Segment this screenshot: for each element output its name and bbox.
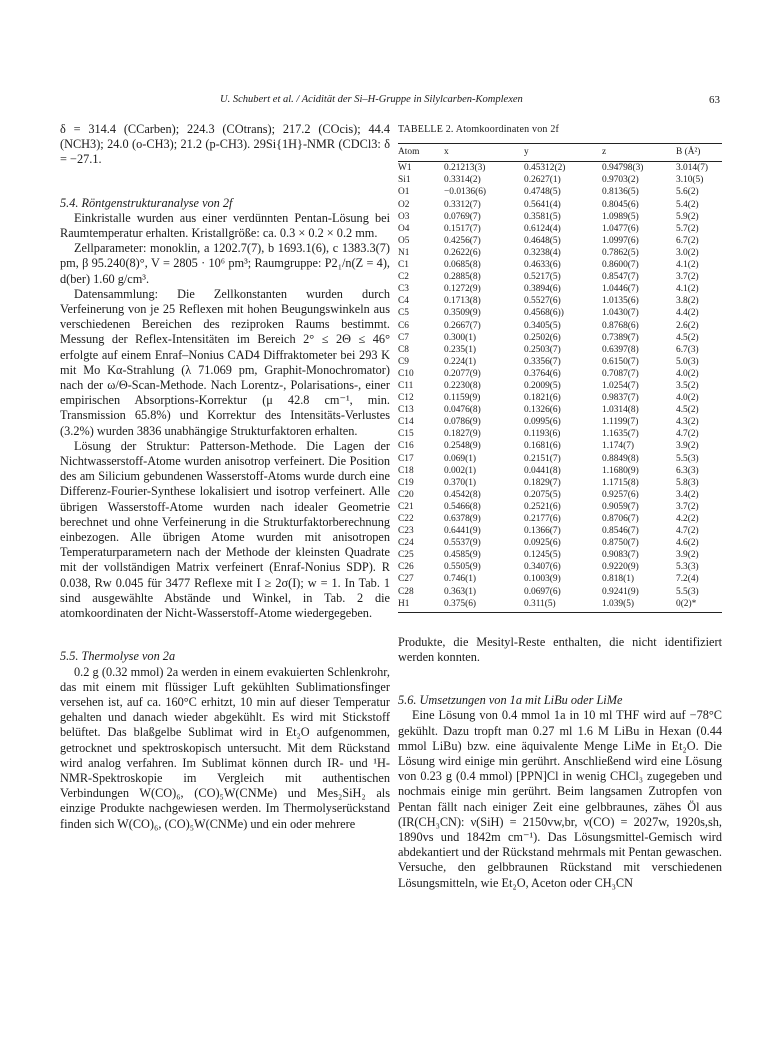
header-x: x	[444, 144, 524, 162]
z-cell: 1.0477(6)	[602, 223, 639, 234]
x-cell: 0.1159(9)	[444, 393, 481, 404]
z-cell: 0.9837(7)	[602, 393, 639, 404]
atom-cell: C9	[398, 356, 409, 367]
atom-cell: C6	[398, 320, 409, 331]
x-cell: 0.2667(7)	[444, 320, 481, 331]
x-cell: 0.4542(8)	[444, 489, 481, 500]
right-column	[398, 122, 722, 891]
atom-cell: C3	[398, 284, 409, 295]
y-cell: 0.4568(6))	[524, 308, 564, 319]
table-caption: TABELLE 2. Atomkoordinaten von 2f	[398, 124, 560, 135]
b-cell: 5.7(2)	[676, 223, 699, 234]
b-cell: 3.9(2)	[676, 441, 699, 452]
structure-solution-paragraph: Lösung der Struktur: Patterson-Methode. Die Lagen der Nichtwasserstoff-Atome wurden anisotrop verfeinert. Die Position des am Silicium gebundenen Wasserstoff-Atoms wurde durch eine Differenz-Fourier-Synthese lokalisiert und isotrop verfeinert. Alle übrigen Wasserstoff-Atome wurden nach idealer Geometrie berechnet und ohne Verfeinerung in die Strukturfaktorberechnung einbezogen. Alle übrigen Atome wurden mit anisotropen Temperaturparametern nach der Methode der kleinsten Quadrate mit der vollständigen Matrix verfeinert (Enraf-Nonius SDP). R 0.038, Rw 0.045 für 3477 Reflexe mit I ≥ 2σ(I); w = 1. In Tab. 1 sind ausgewählte Abstände und Winkel, in Tab. 2 die atomkoordinaten der Nicht-Wasserstoff-Atome wiedergegeben.	[60, 438, 390, 621]
header-b: B (Å²)	[676, 144, 722, 162]
y-cell: 0.2177(6)	[524, 514, 561, 525]
atom-cell: C26	[398, 562, 414, 573]
atom-cell: C4	[398, 296, 409, 307]
atom-cell: Si1	[398, 175, 411, 186]
b-cell: 4.4(2)	[676, 308, 699, 319]
y-cell: 0.2075(5)	[524, 489, 561, 500]
z-cell: 1.0446(7)	[602, 284, 639, 295]
atom-cell: O5	[398, 235, 410, 246]
header-y: y	[524, 144, 602, 162]
atom-cell: C24	[398, 538, 414, 549]
x-cell: 0.235(1)	[444, 344, 477, 355]
y-cell: 0.2503(7)	[524, 344, 561, 355]
y-cell: 0.1326(6)	[524, 405, 561, 416]
z-cell: 0.9257(6)	[602, 489, 639, 500]
header-atom: Atom	[398, 144, 444, 162]
table-row	[398, 162, 722, 175]
b-cell: 4.0(2)	[676, 393, 699, 404]
b-cell: 7.2(4)	[676, 574, 699, 585]
y-cell: 0.6124(4)	[524, 223, 561, 234]
b-cell: 4.6(2)	[676, 538, 699, 549]
y-cell: 0.3764(6)	[524, 368, 561, 379]
atom-cell: C16	[398, 441, 414, 452]
z-cell: 1.039(5)	[602, 598, 676, 613]
y-cell: 0.45312(2)	[524, 163, 566, 174]
atom-coordinates-table	[398, 143, 722, 613]
atom-cell: C23	[398, 526, 414, 537]
table-row	[398, 199, 722, 211]
z-cell: 0.7862(5)	[602, 247, 639, 258]
table-row	[398, 404, 722, 416]
x-cell: 0.5537(9)	[444, 538, 481, 549]
atom-cell: C7	[398, 332, 409, 343]
atom-cell: C11	[398, 380, 414, 391]
table-row	[398, 211, 722, 223]
z-cell: 0.94798(3)	[602, 163, 644, 174]
atom-cell: N1	[398, 247, 410, 258]
y-cell: 0.1245(5)	[524, 550, 561, 561]
z-cell: 1.1199(7)	[602, 417, 639, 428]
z-cell: 0.7087(7)	[602, 368, 639, 379]
b-cell: 5.0(3)	[676, 356, 699, 367]
table-row	[398, 174, 722, 186]
z-cell: 1.0997(6)	[602, 235, 639, 246]
z-cell: 0.6150(7)	[602, 356, 639, 367]
x-cell: 0.0786(9)	[444, 417, 481, 428]
atom-cell: O4	[398, 223, 410, 234]
z-cell: 1.1635(7)	[602, 429, 639, 440]
z-cell: 0.6397(8)	[602, 344, 639, 355]
x-cell: 0.6441(9)	[444, 526, 481, 537]
y-cell: 0.3407(6)	[524, 562, 561, 573]
section-5-4-heading: 5.4. Röntgenstrukturanalyse von 2f	[60, 195, 233, 210]
z-cell: 0.9059(7)	[602, 501, 639, 512]
x-cell: 0.21213(3)	[444, 163, 486, 174]
y-cell: 0.3405(5)	[524, 320, 561, 331]
atom-cell: C19	[398, 477, 414, 488]
table-row	[398, 561, 722, 573]
y-cell: 0.4748(5)	[524, 187, 561, 198]
table-row	[398, 235, 722, 247]
z-cell: 1.0254(7)	[602, 380, 639, 391]
z-cell: 1.0989(5)	[602, 211, 639, 222]
page-number: 63	[709, 94, 720, 106]
z-cell: 1.0314(8)	[602, 405, 639, 416]
x-cell: 0.2077(9)	[444, 368, 481, 379]
x-cell: 0.2622(6)	[444, 247, 481, 258]
table-row	[398, 368, 722, 380]
b-cell: 5.9(2)	[676, 211, 699, 222]
crystal-paragraph: Einkristalle wurden aus einer verdünnten Pentan-Lösung bei Raumtemperatur erhalten. Kristallgröße: ca. 0.3 × 0.2 × 0.2 mm.	[60, 210, 390, 241]
y-cell: 0.3581(5)	[524, 211, 561, 222]
x-cell: 0.3312(7)	[444, 199, 481, 210]
table-row	[398, 573, 722, 585]
z-cell: 0.7389(7)	[602, 332, 639, 343]
x-cell: 0.1713(8)	[444, 296, 481, 307]
b-cell: 4.0(2)	[676, 368, 699, 379]
thermolysis-paragraph: 0.2 g (0.32 mmol) 2a werden in einem evakuierten Schlenkrohr, das mit einem mit flüssiger Luft gekühlten Sublimationsfinger versehen ist, auf ca. 160°C erhitzt, 10 min auf dieser Temperatur gehalten und danach wieder abgekühlt. Es wird mit Stickstoff belüftet. Das blaßgelbe Sublimat wird in Et₂O aufgenommen, getrocknet und spektroskopisch untersucht. Mit dem Rückstand wird analog verfahren. Im Sublimat können durch IR- und ¹H-NMR-Spektroskopie im Vergleich mit authentischen Verbindungen W(CO)₆, (CO)₅W(CNMe) und Mes₂SiH₂ als einzige Produkte nachgewiesen werden. Im Thermolyserückstand finden sich W(CO)₆, (CO)₅W(CNMe) und ein oder mehrere	[60, 664, 390, 831]
b-cell: 4.3(2)	[676, 417, 699, 428]
z-cell: 1.1680(9)	[602, 465, 639, 476]
b-cell: 5.4(2)	[676, 199, 699, 210]
y-cell: 0.3894(6)	[524, 284, 561, 295]
table-row	[398, 223, 722, 235]
atom-cell: O3	[398, 211, 410, 222]
x-cell: 0.2230(8)	[444, 380, 481, 391]
y-cell: 0.5527(6)	[524, 296, 561, 307]
y-cell: 0.1821(6)	[524, 393, 561, 404]
table-row	[398, 392, 722, 404]
running-header	[60, 94, 720, 110]
b-cell: 0(2)*	[676, 598, 722, 613]
z-cell: 1.1715(8)	[602, 477, 639, 488]
x-cell: 0.1517(7)	[444, 223, 481, 234]
atom-cell: C14	[398, 417, 414, 428]
z-cell: 0.9083(7)	[602, 550, 639, 561]
x-cell: 0.363(1)	[444, 586, 477, 597]
table-row	[398, 380, 722, 392]
atom-cell: C17	[398, 453, 414, 464]
nmr-data-paragraph: δ = 314.4 (CCarben); 224.3 (COtrans); 217.2 (COcis); 44.4 (NCH3); 24.0 (o-CH3); 21.2 (p-CH3). 29Si{1H}-NMR (CDCl3: δ = −27.1.	[60, 122, 390, 167]
y-cell: 0.0995(6)	[524, 417, 561, 428]
b-cell: 3.9(2)	[676, 550, 699, 561]
atom-cell: C18	[398, 465, 414, 476]
b-cell: 5.8(3)	[676, 477, 699, 488]
y-cell: 0.1003(9)	[524, 574, 561, 585]
x-cell: 0.746(1)	[444, 574, 477, 585]
cell-parameters-paragraph: Zellparameter: monoklin, a 1202.7(7), b 1693.1(6), c 1383.3(7) pm, β 95.240(8)°, V = 2805 · 10⁶ pm³; Raumgruppe: P2₁/n(Z = 4), d(ber) 1.60 g/cm³.	[60, 241, 390, 286]
x-cell: 0.5466(8)	[444, 501, 481, 512]
y-cell: 0.3238(4)	[524, 247, 561, 258]
table-row	[398, 186, 722, 198]
table-row	[398, 295, 722, 307]
x-cell: 0.6378(9)	[444, 514, 481, 525]
x-cell: 0.300(1)	[444, 332, 477, 343]
z-cell: 1.174(7)	[602, 441, 635, 452]
table-row	[398, 598, 722, 613]
x-cell: 0.375(6)	[444, 598, 524, 613]
atom-cell: C25	[398, 550, 414, 561]
table-row	[398, 320, 722, 332]
table-row	[398, 586, 722, 598]
z-cell: 0.8547(7)	[602, 272, 639, 283]
table-row	[398, 271, 722, 283]
table-header-row	[398, 144, 722, 162]
y-cell: 0.1681(6)	[524, 441, 561, 452]
b-cell: 5.5(3)	[676, 586, 699, 597]
table-row	[398, 489, 722, 501]
x-cell: 0.0476(8)	[444, 405, 481, 416]
z-cell: 0.9241(9)	[602, 586, 639, 597]
table-row	[398, 465, 722, 477]
z-cell: 0.8706(7)	[602, 514, 639, 525]
z-cell: 0.8849(8)	[602, 453, 639, 464]
x-cell: 0.0685(8)	[444, 260, 481, 271]
x-cell: 0.4585(9)	[444, 550, 481, 561]
b-cell: 5.6(2)	[676, 187, 699, 198]
x-cell: 0.370(1)	[444, 477, 477, 488]
x-cell: 0.2548(9)	[444, 441, 481, 452]
atom-cell: O1	[398, 187, 410, 198]
z-cell: 0.9220(9)	[602, 562, 639, 573]
y-cell: 0.2502(6)	[524, 332, 561, 343]
y-cell: 0.4633(6)	[524, 260, 561, 271]
reaction-paragraph: Eine Lösung von 0.4 mmol 1a in 10 ml THF wird auf −78°C gekühlt. Dazu tropft man 0.27 ml 1.6 M LiBu in Hexan (0.44 mmol LiBu) bzw. eine äquivalente Menge LiMe in Et₂O. Die Lösung wird einige min gerührt. Anschließend wird eine Lösung von 0.23 g (0.4 mmol) [PPN]Cl in wenig CHCl₃ zugegeben und nochmais einige min gerührt. Beim langsamen Zutropfen von Pentan fällt nach einiger Zeit eine gelbbraunes, zähes Öl aus (IR(CH₃CN): ν(SiH) = 2150vw,br, ν(CO) = 2027w, 1920s,sh, 1890vs und 1842m cm⁻¹). Das Lösungsmittel-Gemisch wird abdekantiert und der Rückstand mehrmals mit Pentan gewaschen. Versuche, den gelbbraunen Rückstand mit verschiedenen Lösungsmitteln, wie Et₂O, Aceton oder CH₃CN	[398, 708, 722, 890]
x-cell: 0.069(1)	[444, 453, 477, 464]
x-cell: 0.5505(9)	[444, 562, 481, 573]
b-cell: 4.1(2)	[676, 260, 699, 271]
b-cell: 4.5(2)	[676, 332, 699, 343]
running-title: U. Schubert et al. / Acidität der Si–H-Gruppe in Silylcarben-Komplexen	[220, 94, 523, 105]
y-cell: 0.0441(8)	[524, 465, 561, 476]
table-row	[398, 259, 722, 271]
z-cell: 0.8546(7)	[602, 526, 639, 537]
x-cell: 0.3314(2)	[444, 175, 481, 186]
table-row	[398, 513, 722, 525]
table-row	[398, 549, 722, 561]
header-z: z	[602, 144, 676, 162]
table-row	[398, 537, 722, 549]
b-cell: 3.5(2)	[676, 380, 699, 391]
atom-cell: C27	[398, 574, 414, 585]
y-cell: 0.1366(7)	[524, 526, 561, 537]
b-cell: 4.5(2)	[676, 405, 699, 416]
z-cell: 1.0430(7)	[602, 308, 639, 319]
table-row	[398, 428, 722, 440]
x-cell: 0.3509(9)	[444, 308, 481, 319]
x-cell: 0.224(1)	[444, 356, 477, 367]
b-cell: 3.10(5)	[676, 175, 704, 186]
y-cell: 0.4648(5)	[524, 235, 561, 246]
b-cell: 3.7(2)	[676, 501, 699, 512]
table-row	[398, 307, 722, 319]
atom-cell: C8	[398, 344, 409, 355]
table-row	[398, 344, 722, 356]
b-cell: 6.7(3)	[676, 344, 699, 355]
atom-cell: H1	[398, 598, 444, 613]
z-cell: 0.8136(5)	[602, 187, 639, 198]
x-cell: 0.0769(7)	[444, 211, 481, 222]
atom-cell: O2	[398, 199, 410, 210]
b-cell: 6.3(3)	[676, 465, 699, 476]
b-cell: 3.4(2)	[676, 489, 699, 500]
products-paragraph: Produkte, die Mesityl-Reste enthalten, die nicht identifiziert werden konnten.	[398, 634, 722, 664]
atom-cell: C12	[398, 393, 414, 404]
b-cell: 5.5(3)	[676, 453, 699, 464]
y-cell: 0.2151(7)	[524, 453, 561, 464]
section-5-5-heading: 5.5. Thermolyse von 2a	[60, 649, 176, 664]
y-cell: 0.5641(4)	[524, 199, 561, 210]
left-column	[60, 122, 390, 832]
table-row	[398, 332, 722, 344]
atom-cell: C10	[398, 368, 414, 379]
table-row	[398, 477, 722, 489]
y-cell: 0.3356(7)	[524, 356, 561, 367]
b-cell: 3.0(2)	[676, 247, 699, 258]
atom-cell: C21	[398, 501, 414, 512]
b-cell: 3.014(7)	[676, 163, 709, 174]
table-row	[398, 247, 722, 259]
table-row	[398, 525, 722, 537]
z-cell: 0.818(1)	[602, 574, 635, 585]
atom-cell: C1	[398, 260, 409, 271]
atom-cell: C15	[398, 429, 414, 440]
b-cell: 4.7(2)	[676, 526, 699, 537]
y-cell: 0.1829(7)	[524, 477, 561, 488]
x-cell: 0.2885(8)	[444, 272, 481, 283]
x-cell: 0.4256(7)	[444, 235, 481, 246]
data-collection-paragraph: Datensammlung: Die Zellkonstanten wurden durch Verfeinerung von je 25 Reflexen mit hohen Beugungswinkeln aus verschiedenen Bereichen des reziproken Raums bestimmt. Messung der Reflex-Intensitäten im Bereich 2° ≤ 2Θ ≤ 46° erfolgte auf einem Enraf–Nonius CAD4 Diffraktometer bei 293 K mit Mo Kα-Strahlung (λ 71.069 pm, Graphit-Monochromator) nach der ω/Θ-Scan-Methode. Nach Lorentz-, Polarisations-, einer empirischen Absorptions-Korrektur (μ 42.8 cm⁻¹, min. Transmission 65.8%) und Korrektur des Intensitäts-Verlustes (3.2%) wurden 3836 unabhängige Strukturfaktoren erhalten.	[60, 286, 390, 438]
z-cell: 0.9703(2)	[602, 175, 639, 186]
z-cell: 0.8750(7)	[602, 538, 639, 549]
x-cell: 0.002(1)	[444, 465, 477, 476]
y-cell: 0.2521(6)	[524, 501, 561, 512]
y-cell: 0.2627(1)	[524, 175, 561, 186]
atom-cell: C5	[398, 308, 409, 319]
b-cell: 2.6(2)	[676, 320, 699, 331]
table-row	[398, 453, 722, 465]
section-5-6-heading: 5.6. Umsetzungen von 1a mit LiBu oder LiMe	[398, 693, 623, 708]
b-cell: 6.7(2)	[676, 235, 699, 246]
table-row	[398, 416, 722, 428]
b-cell: 4.2(2)	[676, 514, 699, 525]
z-cell: 0.8768(6)	[602, 320, 639, 331]
atom-cell: C2	[398, 272, 409, 283]
x-cell: 0.1827(9)	[444, 429, 481, 440]
atom-cell: W1	[398, 163, 412, 174]
atom-cell: C20	[398, 489, 414, 500]
b-cell: 5.3(3)	[676, 562, 699, 573]
z-cell: 0.8600(7)	[602, 260, 639, 271]
y-cell: 0.2009(5)	[524, 380, 561, 391]
z-cell: 0.8045(6)	[602, 199, 639, 210]
x-cell: −0.0136(6)	[444, 187, 486, 198]
atom-cell: C28	[398, 586, 414, 597]
y-cell: 0.0925(6)	[524, 538, 561, 549]
y-cell: 0.311(5)	[524, 598, 602, 613]
table-row	[398, 283, 722, 295]
b-cell: 4.1(2)	[676, 284, 699, 295]
table-row	[398, 501, 722, 513]
atom-cell: C13	[398, 405, 414, 416]
table-row	[398, 356, 722, 368]
atom-cell: C22	[398, 514, 414, 525]
y-cell: 0.5217(5)	[524, 272, 561, 283]
y-cell: 0.1193(6)	[524, 429, 561, 440]
b-cell: 3.7(2)	[676, 272, 699, 283]
y-cell: 0.0697(6)	[524, 586, 561, 597]
z-cell: 1.0135(6)	[602, 296, 639, 307]
x-cell: 0.1272(9)	[444, 284, 481, 295]
b-cell: 3.8(2)	[676, 296, 699, 307]
table-row	[398, 440, 722, 452]
b-cell: 4.7(2)	[676, 429, 699, 440]
